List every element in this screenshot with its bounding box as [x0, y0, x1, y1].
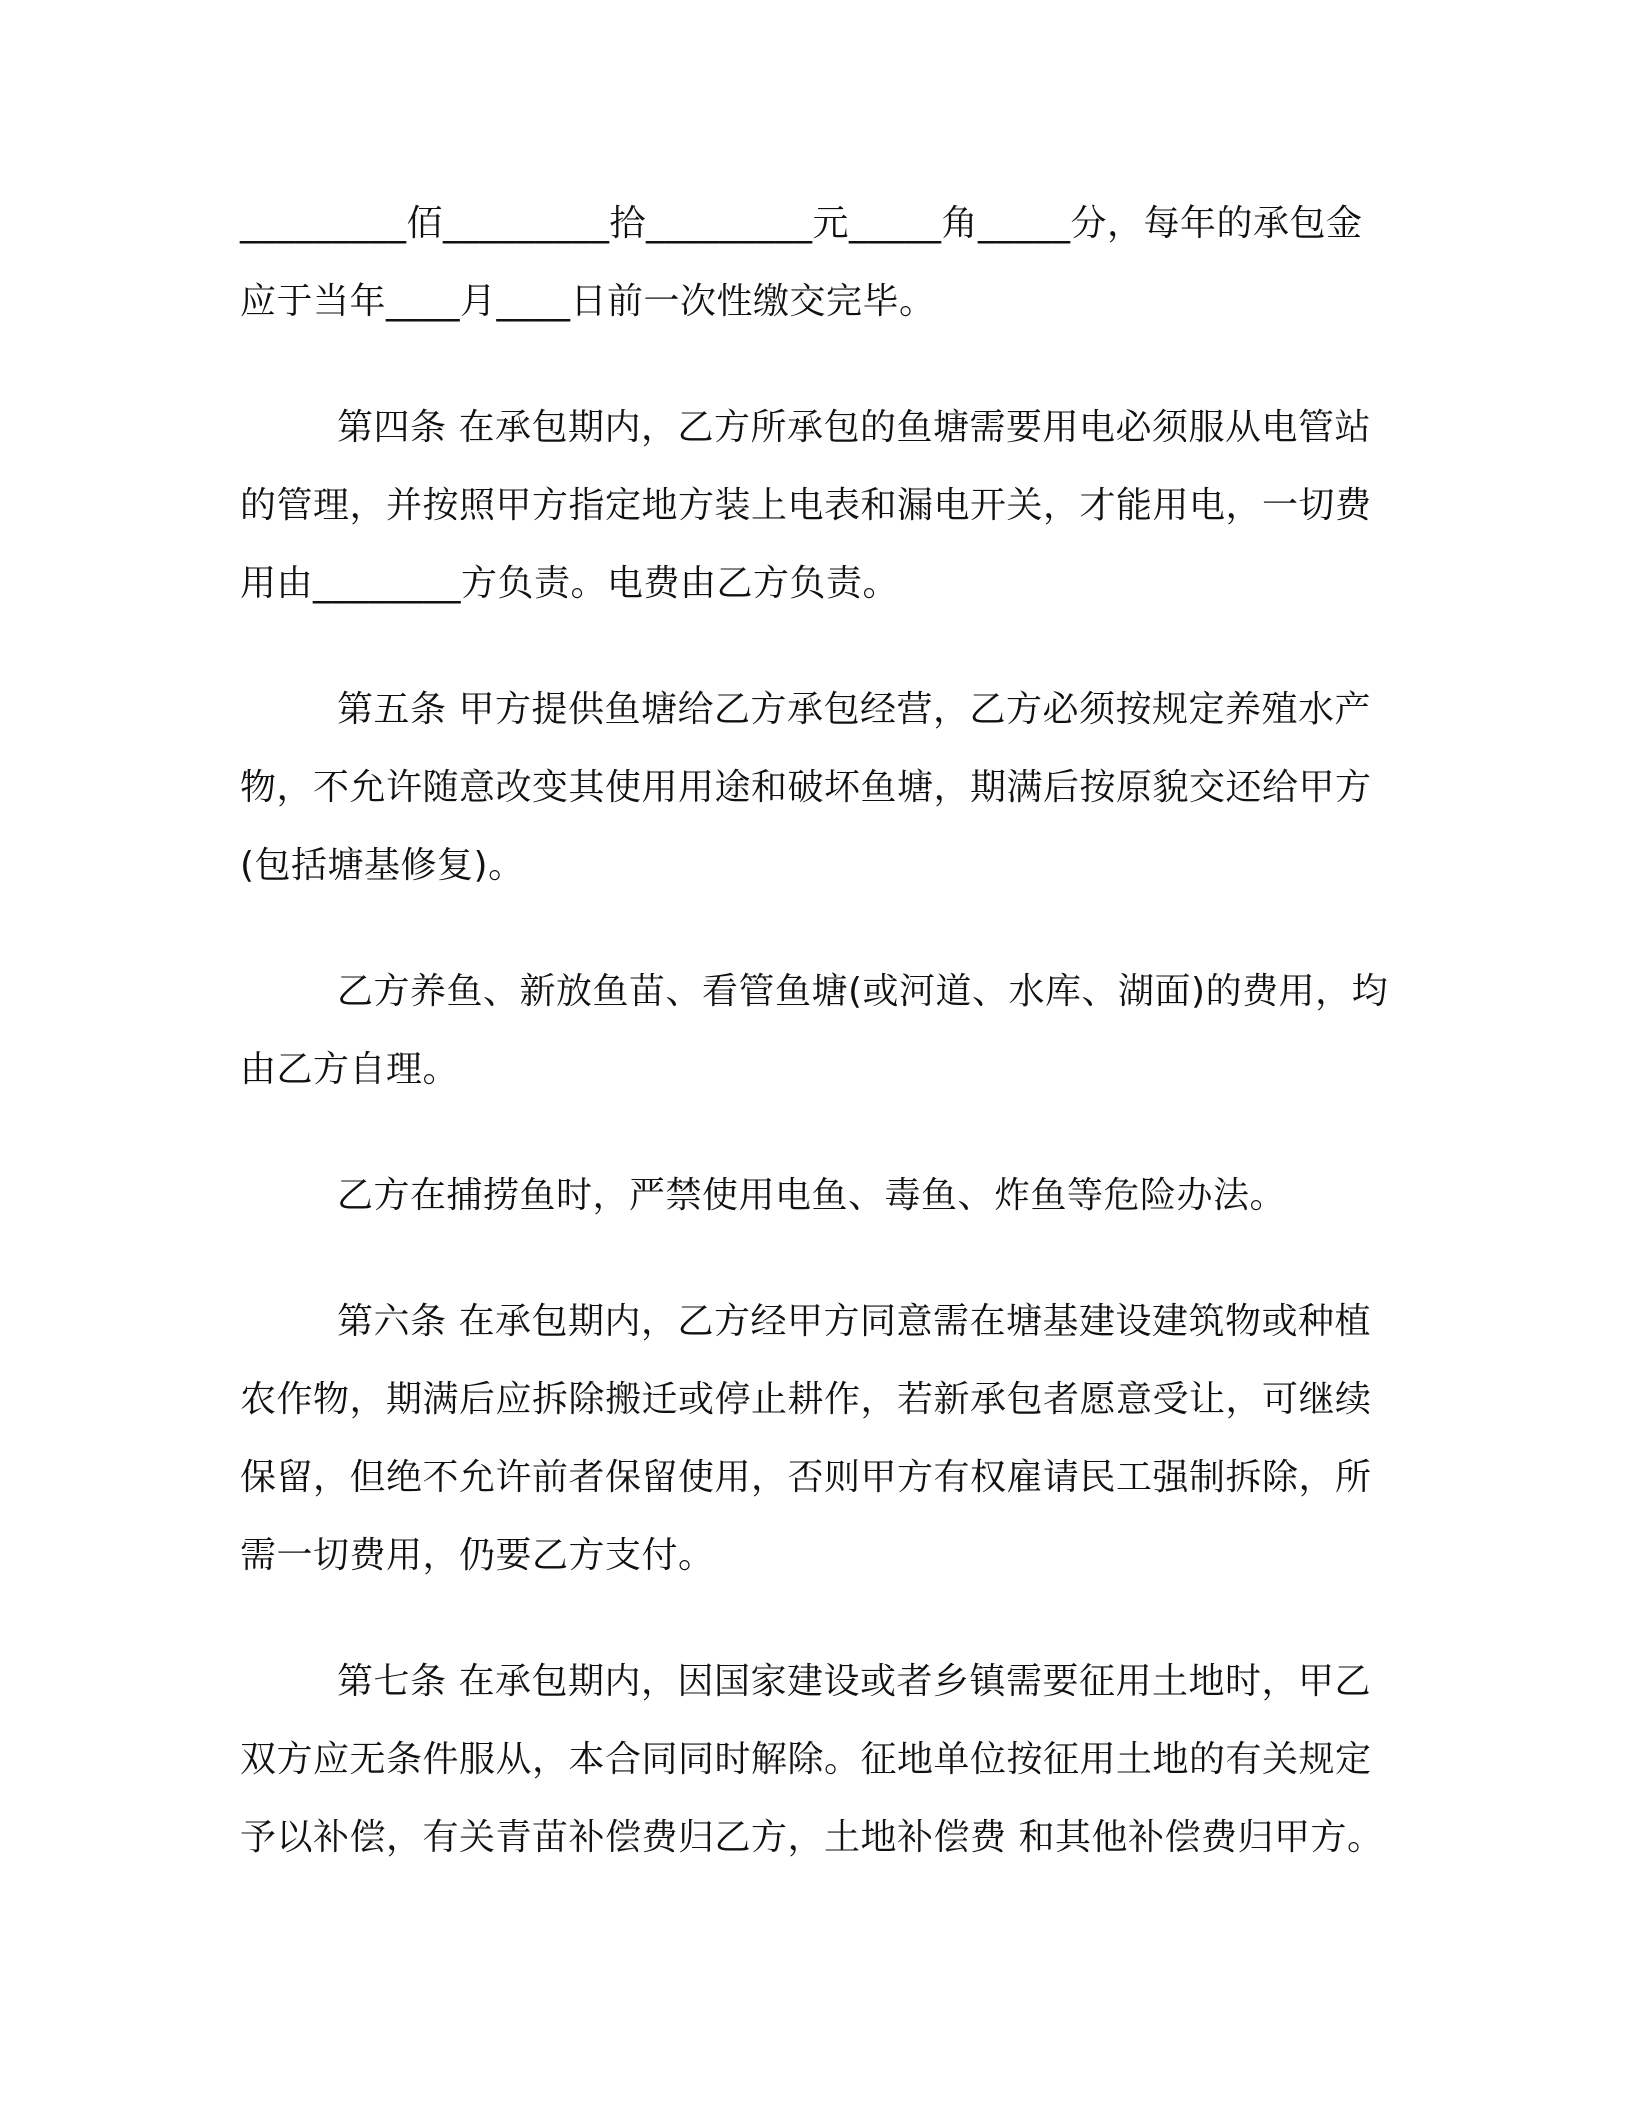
paragraph-article-5: 第五条 甲方提供鱼塘给乙方承包经营，乙方必须按规定养殖水产物，不允许随意改变其使用用途和破坏鱼塘，期满后按原貌交还给甲方(包括塘基修复)。 [240, 689, 1372, 886]
paragraph-fishing-ban: 乙方在捕捞鱼时，严禁使用电鱼、毒鱼、炸鱼等危险办法。 [337, 1175, 1287, 1216]
paragraph-article-7: 第七条 在承包期内，因国家建设或者乡镇需要征用土地时，甲乙双方应无条件服从，本合同同时解除。征地单位按征用土地的有关规定予以补偿，有关青苗补偿费归乙方，土地补偿费 和其他补偿费归甲方。 [240, 1661, 1384, 1858]
paragraph-article-4: 第四条 在承包期内，乙方所承包的鱼塘需要用电必须服从电管站的管理，并按照甲方指定地方装上电表和漏电开关，才能用电，一切费用由________方负责。电费由乙方负责。 [240, 407, 1372, 604]
paragraph-fish-costs: 乙方养鱼、新放鱼苗、看管鱼塘(或河道、水库、湖面)的费用，均由乙方自理。 [240, 971, 1389, 1090]
document-body [240, 185, 1390, 1925]
paragraph-article-6: 第六条 在承包期内，乙方经甲方同意需在塘基建设建筑物或种植农作物，期满后应拆除搬迁或停止耕作，若新承包者愿意受让，可继续保留，但绝不允许前者保留使用，否则甲方有权雇请民工强制拆除，所需一切费用，仍要乙方支付。 [240, 1301, 1372, 1576]
paragraph-payment-amount: _________佰_________拾_________元_____角_____分，每年的承包金应于当年____月____日前一次性缴交完毕。 [240, 203, 1363, 322]
